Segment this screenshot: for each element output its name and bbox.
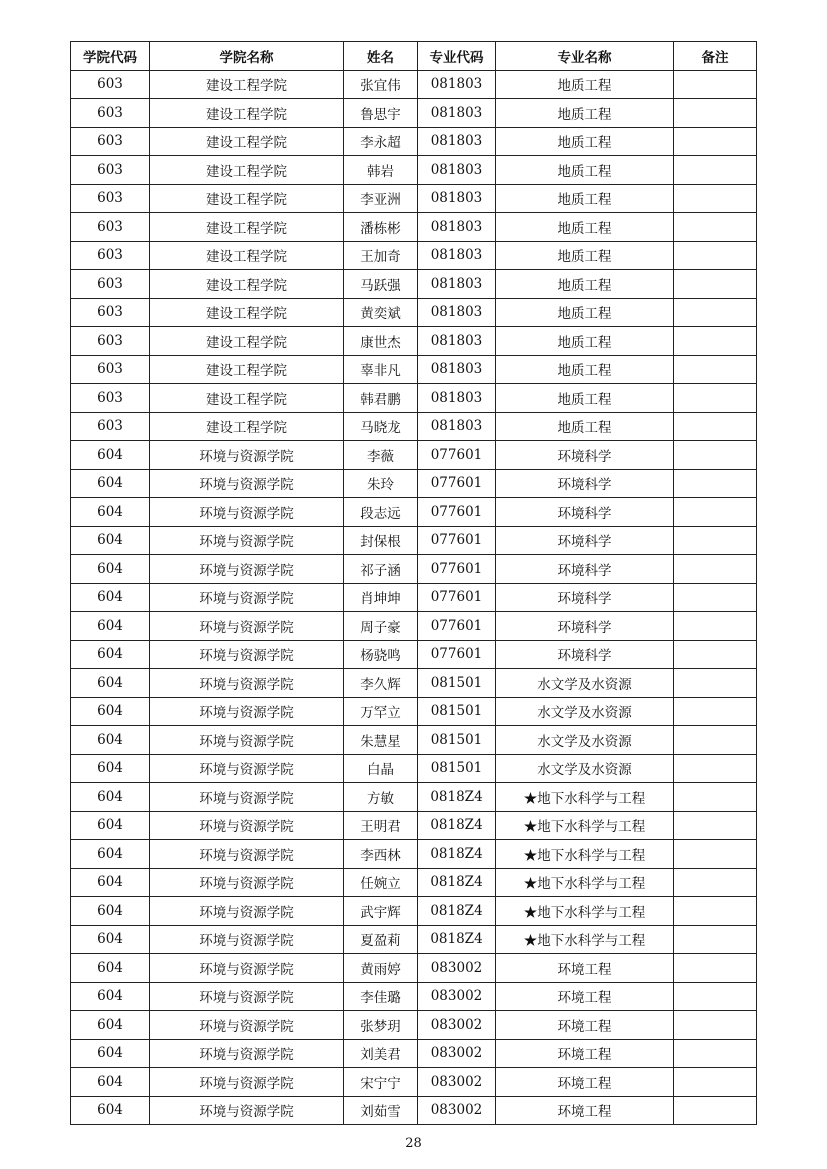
cell-major-name: 地质工程 [496, 270, 674, 299]
cell-name: 刘茹雪 [344, 1096, 418, 1125]
cell-college-name: 建设工程学院 [150, 99, 344, 128]
cell-remark [674, 1039, 757, 1068]
cell-major-code: 077601 [418, 640, 496, 669]
cell-name: 黄奕斌 [344, 298, 418, 327]
header-name: 姓名 [344, 42, 418, 71]
cell-college-code: 604 [71, 754, 150, 783]
cell-name: 朱慧星 [344, 726, 418, 755]
cell-remark [674, 213, 757, 242]
table-row [71, 612, 757, 641]
cell-name: 段志远 [344, 498, 418, 527]
cell-major-name: 地质工程 [496, 156, 674, 185]
cell-major-name: 地质工程 [496, 355, 674, 384]
table-row [71, 327, 757, 356]
cell-college-code: 603 [71, 298, 150, 327]
cell-name: 辜非凡 [344, 355, 418, 384]
header-major-code: 专业代码 [418, 42, 496, 71]
table-row [71, 811, 757, 840]
cell-remark [674, 925, 757, 954]
cell-college-code: 603 [71, 355, 150, 384]
cell-college-code: 604 [71, 1068, 150, 1097]
cell-remark [674, 783, 757, 812]
cell-major-name: 地质工程 [496, 127, 674, 156]
cell-college-code: 604 [71, 897, 150, 926]
cell-major-code: 081803 [418, 327, 496, 356]
cell-remark [674, 355, 757, 384]
cell-major-code: 081803 [418, 241, 496, 270]
cell-major-name: 环境科学 [496, 498, 674, 527]
table-row [71, 184, 757, 213]
cell-college-code: 604 [71, 612, 150, 641]
cell-college-code: 603 [71, 270, 150, 299]
cell-name: 刘美君 [344, 1039, 418, 1068]
cell-name: 夏盈莉 [344, 925, 418, 954]
cell-college-name: 环境与资源学院 [150, 640, 344, 669]
table-row [71, 925, 757, 954]
cell-college-name: 环境与资源学院 [150, 441, 344, 470]
cell-major-code: 077601 [418, 441, 496, 470]
cell-major-code: 081501 [418, 697, 496, 726]
cell-name: 马晓龙 [344, 412, 418, 441]
cell-major-code: 081803 [418, 355, 496, 384]
table-row [71, 897, 757, 926]
table-row [71, 697, 757, 726]
cell-college-name: 建设工程学院 [150, 298, 344, 327]
cell-name: 王加奇 [344, 241, 418, 270]
table-row [71, 469, 757, 498]
cell-major-name: ★地下水科学与工程 [496, 868, 674, 897]
cell-name: 万罕立 [344, 697, 418, 726]
table-row [71, 1039, 757, 1068]
cell-name: 李久辉 [344, 669, 418, 698]
cell-remark [674, 1011, 757, 1040]
cell-college-name: 建设工程学院 [150, 412, 344, 441]
cell-major-name: ★地下水科学与工程 [496, 811, 674, 840]
cell-college-name: 环境与资源学院 [150, 669, 344, 698]
cell-remark [674, 697, 757, 726]
table-row [71, 213, 757, 242]
cell-college-code: 604 [71, 868, 150, 897]
cell-remark [674, 1096, 757, 1125]
cell-major-code: 077601 [418, 612, 496, 641]
cell-college-code: 604 [71, 954, 150, 983]
cell-major-name: 水文学及水资源 [496, 754, 674, 783]
cell-college-code: 604 [71, 555, 150, 584]
cell-college-name: 环境与资源学院 [150, 783, 344, 812]
cell-college-code: 604 [71, 640, 150, 669]
table-row [71, 70, 757, 99]
cell-major-code: 0818Z4 [418, 783, 496, 812]
cell-name: 李亚洲 [344, 184, 418, 213]
cell-major-name: 水文学及水资源 [496, 669, 674, 698]
cell-college-code: 604 [71, 583, 150, 612]
cell-major-name: 地质工程 [496, 213, 674, 242]
cell-major-code: 077601 [418, 498, 496, 527]
cell-remark [674, 526, 757, 555]
cell-major-code: 081803 [418, 384, 496, 413]
cell-name: 朱玲 [344, 469, 418, 498]
cell-remark [674, 412, 757, 441]
cell-major-name: 地质工程 [496, 412, 674, 441]
cell-major-code: 081501 [418, 754, 496, 783]
header-college-name: 学院名称 [150, 42, 344, 71]
table-row [71, 526, 757, 555]
cell-college-code: 604 [71, 811, 150, 840]
cell-remark [674, 954, 757, 983]
cell-college-name: 环境与资源学院 [150, 868, 344, 897]
cell-name: 封保根 [344, 526, 418, 555]
cell-name: 康世杰 [344, 327, 418, 356]
table-row [71, 555, 757, 584]
cell-major-name: 水文学及水资源 [496, 697, 674, 726]
cell-remark [674, 840, 757, 869]
cell-college-code: 603 [71, 70, 150, 99]
cell-remark [674, 241, 757, 270]
cell-major-code: 081803 [418, 184, 496, 213]
table-row [71, 99, 757, 128]
table-row [71, 1011, 757, 1040]
table-row [71, 441, 757, 470]
cell-college-name: 环境与资源学院 [150, 726, 344, 755]
cell-college-code: 603 [71, 412, 150, 441]
cell-remark [674, 298, 757, 327]
cell-major-name: 环境科学 [496, 441, 674, 470]
cell-college-code: 604 [71, 1011, 150, 1040]
cell-major-code: 081803 [418, 156, 496, 185]
cell-college-code: 604 [71, 441, 150, 470]
cell-major-code: 077601 [418, 526, 496, 555]
cell-college-code: 604 [71, 840, 150, 869]
cell-college-code: 604 [71, 1039, 150, 1068]
cell-college-name: 环境与资源学院 [150, 897, 344, 926]
cell-major-name: 环境科学 [496, 526, 674, 555]
cell-remark [674, 669, 757, 698]
cell-college-name: 环境与资源学院 [150, 811, 344, 840]
cell-college-name: 建设工程学院 [150, 127, 344, 156]
cell-major-name: 地质工程 [496, 241, 674, 270]
cell-remark [674, 811, 757, 840]
cell-major-name: 环境工程 [496, 1068, 674, 1097]
table-row [71, 783, 757, 812]
cell-remark [674, 555, 757, 584]
cell-name: 白晶 [344, 754, 418, 783]
cell-remark [674, 726, 757, 755]
cell-college-name: 建设工程学院 [150, 384, 344, 413]
cell-name: 祁子涵 [344, 555, 418, 584]
cell-major-name: ★地下水科学与工程 [496, 840, 674, 869]
header-college-code: 学院代码 [71, 42, 150, 71]
cell-college-name: 环境与资源学院 [150, 925, 344, 954]
cell-college-code: 604 [71, 982, 150, 1011]
table-row [71, 583, 757, 612]
cell-major-code: 081501 [418, 726, 496, 755]
cell-name: 杨骁鸣 [344, 640, 418, 669]
cell-college-name: 建设工程学院 [150, 213, 344, 242]
cell-college-code: 603 [71, 327, 150, 356]
cell-major-name: 环境科学 [496, 469, 674, 498]
table-row [71, 726, 757, 755]
cell-college-name: 环境与资源学院 [150, 555, 344, 584]
cell-college-code: 603 [71, 213, 150, 242]
cell-college-code: 603 [71, 384, 150, 413]
cell-major-code: 077601 [418, 583, 496, 612]
cell-major-code: 081803 [418, 298, 496, 327]
cell-college-name: 环境与资源学院 [150, 612, 344, 641]
cell-college-name: 环境与资源学院 [150, 469, 344, 498]
table-row [71, 868, 757, 897]
cell-major-name: 环境科学 [496, 640, 674, 669]
cell-college-name: 建设工程学院 [150, 70, 344, 99]
cell-name: 张梦玥 [344, 1011, 418, 1040]
cell-college-name: 环境与资源学院 [150, 840, 344, 869]
cell-college-name: 环境与资源学院 [150, 1096, 344, 1125]
cell-major-code: 0818Z4 [418, 925, 496, 954]
cell-major-code: 081803 [418, 127, 496, 156]
cell-major-name: 地质工程 [496, 298, 674, 327]
cell-name: 马跃强 [344, 270, 418, 299]
cell-college-name: 建设工程学院 [150, 156, 344, 185]
table-row [71, 669, 757, 698]
cell-college-code: 604 [71, 469, 150, 498]
cell-remark [674, 469, 757, 498]
cell-remark [674, 612, 757, 641]
cell-major-name: 水文学及水资源 [496, 726, 674, 755]
cell-college-name: 环境与资源学院 [150, 1068, 344, 1097]
cell-college-code: 604 [71, 526, 150, 555]
cell-major-name: 地质工程 [496, 70, 674, 99]
cell-name: 韩岩 [344, 156, 418, 185]
header-remark: 备注 [674, 42, 757, 71]
cell-major-code: 081501 [418, 669, 496, 698]
cell-name: 鲁思宇 [344, 99, 418, 128]
cell-major-name: 环境科学 [496, 555, 674, 584]
table-row [71, 498, 757, 527]
table-row [71, 241, 757, 270]
table-row [71, 270, 757, 299]
cell-college-code: 603 [71, 241, 150, 270]
table-row [71, 840, 757, 869]
cell-remark [674, 156, 757, 185]
cell-remark [674, 1068, 757, 1097]
table-row [71, 982, 757, 1011]
cell-name: 任婉立 [344, 868, 418, 897]
cell-major-name: ★地下水科学与工程 [496, 897, 674, 926]
cell-major-code: 077601 [418, 555, 496, 584]
cell-remark [674, 70, 757, 99]
cell-college-name: 建设工程学院 [150, 270, 344, 299]
cell-remark [674, 754, 757, 783]
cell-college-code: 604 [71, 498, 150, 527]
cell-major-name: 环境工程 [496, 954, 674, 983]
cell-remark [674, 270, 757, 299]
cell-remark [674, 184, 757, 213]
header-row [71, 42, 757, 71]
cell-remark [674, 583, 757, 612]
cell-college-name: 环境与资源学院 [150, 954, 344, 983]
cell-college-code: 603 [71, 99, 150, 128]
cell-remark [674, 327, 757, 356]
cell-major-name: 环境科学 [496, 612, 674, 641]
cell-major-code: 081803 [418, 70, 496, 99]
cell-major-name: 地质工程 [496, 327, 674, 356]
table-row [71, 156, 757, 185]
cell-college-code: 604 [71, 925, 150, 954]
cell-name: 李永超 [344, 127, 418, 156]
cell-remark [674, 384, 757, 413]
cell-name: 方敏 [344, 783, 418, 812]
table-row [71, 127, 757, 156]
cell-name: 武宇辉 [344, 897, 418, 926]
cell-major-code: 083002 [418, 1011, 496, 1040]
cell-remark [674, 127, 757, 156]
cell-remark [674, 99, 757, 128]
cell-major-name: ★地下水科学与工程 [496, 925, 674, 954]
cell-college-code: 604 [71, 726, 150, 755]
cell-major-name: 环境科学 [496, 583, 674, 612]
table-row [71, 298, 757, 327]
cell-college-name: 建设工程学院 [150, 241, 344, 270]
page-number: 28 [405, 1136, 422, 1151]
cell-major-code: 0818Z4 [418, 811, 496, 840]
cell-name: 张宜伟 [344, 70, 418, 99]
cell-name: 宋宁宁 [344, 1068, 418, 1097]
cell-college-name: 环境与资源学院 [150, 1011, 344, 1040]
cell-major-code: 0818Z4 [418, 868, 496, 897]
cell-remark [674, 868, 757, 897]
cell-college-name: 建设工程学院 [150, 184, 344, 213]
table-row [71, 954, 757, 983]
cell-major-name: 环境工程 [496, 1096, 674, 1125]
table-row [71, 1096, 757, 1125]
admission-roster-table [70, 41, 757, 1125]
cell-name: 韩君鹏 [344, 384, 418, 413]
cell-college-code: 604 [71, 783, 150, 812]
table-row [71, 1068, 757, 1097]
cell-college-name: 环境与资源学院 [150, 498, 344, 527]
cell-name: 肖坤坤 [344, 583, 418, 612]
cell-college-name: 环境与资源学院 [150, 982, 344, 1011]
cell-name: 李西林 [344, 840, 418, 869]
cell-college-name: 环境与资源学院 [150, 583, 344, 612]
cell-major-code: 083002 [418, 1096, 496, 1125]
cell-major-code: 081803 [418, 213, 496, 242]
cell-major-code: 081803 [418, 412, 496, 441]
cell-college-code: 604 [71, 669, 150, 698]
cell-major-name: 环境工程 [496, 982, 674, 1011]
table-body [71, 70, 757, 1125]
cell-major-code: 083002 [418, 1039, 496, 1068]
cell-major-name: 环境工程 [496, 1039, 674, 1068]
cell-college-code: 603 [71, 156, 150, 185]
cell-college-code: 603 [71, 127, 150, 156]
cell-college-name: 建设工程学院 [150, 327, 344, 356]
cell-college-name: 环境与资源学院 [150, 1039, 344, 1068]
cell-major-code: 083002 [418, 982, 496, 1011]
cell-name: 周子豪 [344, 612, 418, 641]
cell-major-code: 083002 [418, 1068, 496, 1097]
cell-college-name: 环境与资源学院 [150, 526, 344, 555]
cell-major-name: 地质工程 [496, 384, 674, 413]
cell-major-name: 环境工程 [496, 1011, 674, 1040]
cell-major-name: 地质工程 [496, 99, 674, 128]
cell-college-name: 建设工程学院 [150, 355, 344, 384]
cell-name: 王明君 [344, 811, 418, 840]
cell-major-code: 0818Z4 [418, 840, 496, 869]
cell-college-code: 603 [71, 184, 150, 213]
table-row [71, 384, 757, 413]
table-row [71, 640, 757, 669]
cell-college-name: 环境与资源学院 [150, 754, 344, 783]
cell-major-code: 077601 [418, 469, 496, 498]
cell-remark [674, 498, 757, 527]
cell-name: 潘栋彬 [344, 213, 418, 242]
cell-college-code: 604 [71, 1096, 150, 1125]
table-row [71, 754, 757, 783]
cell-remark [674, 441, 757, 470]
cell-major-code: 0818Z4 [418, 897, 496, 926]
cell-major-code: 083002 [418, 954, 496, 983]
header-major-name: 专业名称 [496, 42, 674, 71]
table-row [71, 412, 757, 441]
cell-college-name: 环境与资源学院 [150, 697, 344, 726]
cell-name: 李薇 [344, 441, 418, 470]
cell-name: 黄雨婷 [344, 954, 418, 983]
cell-major-code: 081803 [418, 270, 496, 299]
cell-name: 李佳璐 [344, 982, 418, 1011]
cell-remark [674, 982, 757, 1011]
cell-college-code: 604 [71, 697, 150, 726]
cell-major-code: 081803 [418, 99, 496, 128]
table-row [71, 355, 757, 384]
cell-remark [674, 640, 757, 669]
cell-major-name: 地质工程 [496, 184, 674, 213]
cell-remark [674, 897, 757, 926]
cell-major-name: ★地下水科学与工程 [496, 783, 674, 812]
